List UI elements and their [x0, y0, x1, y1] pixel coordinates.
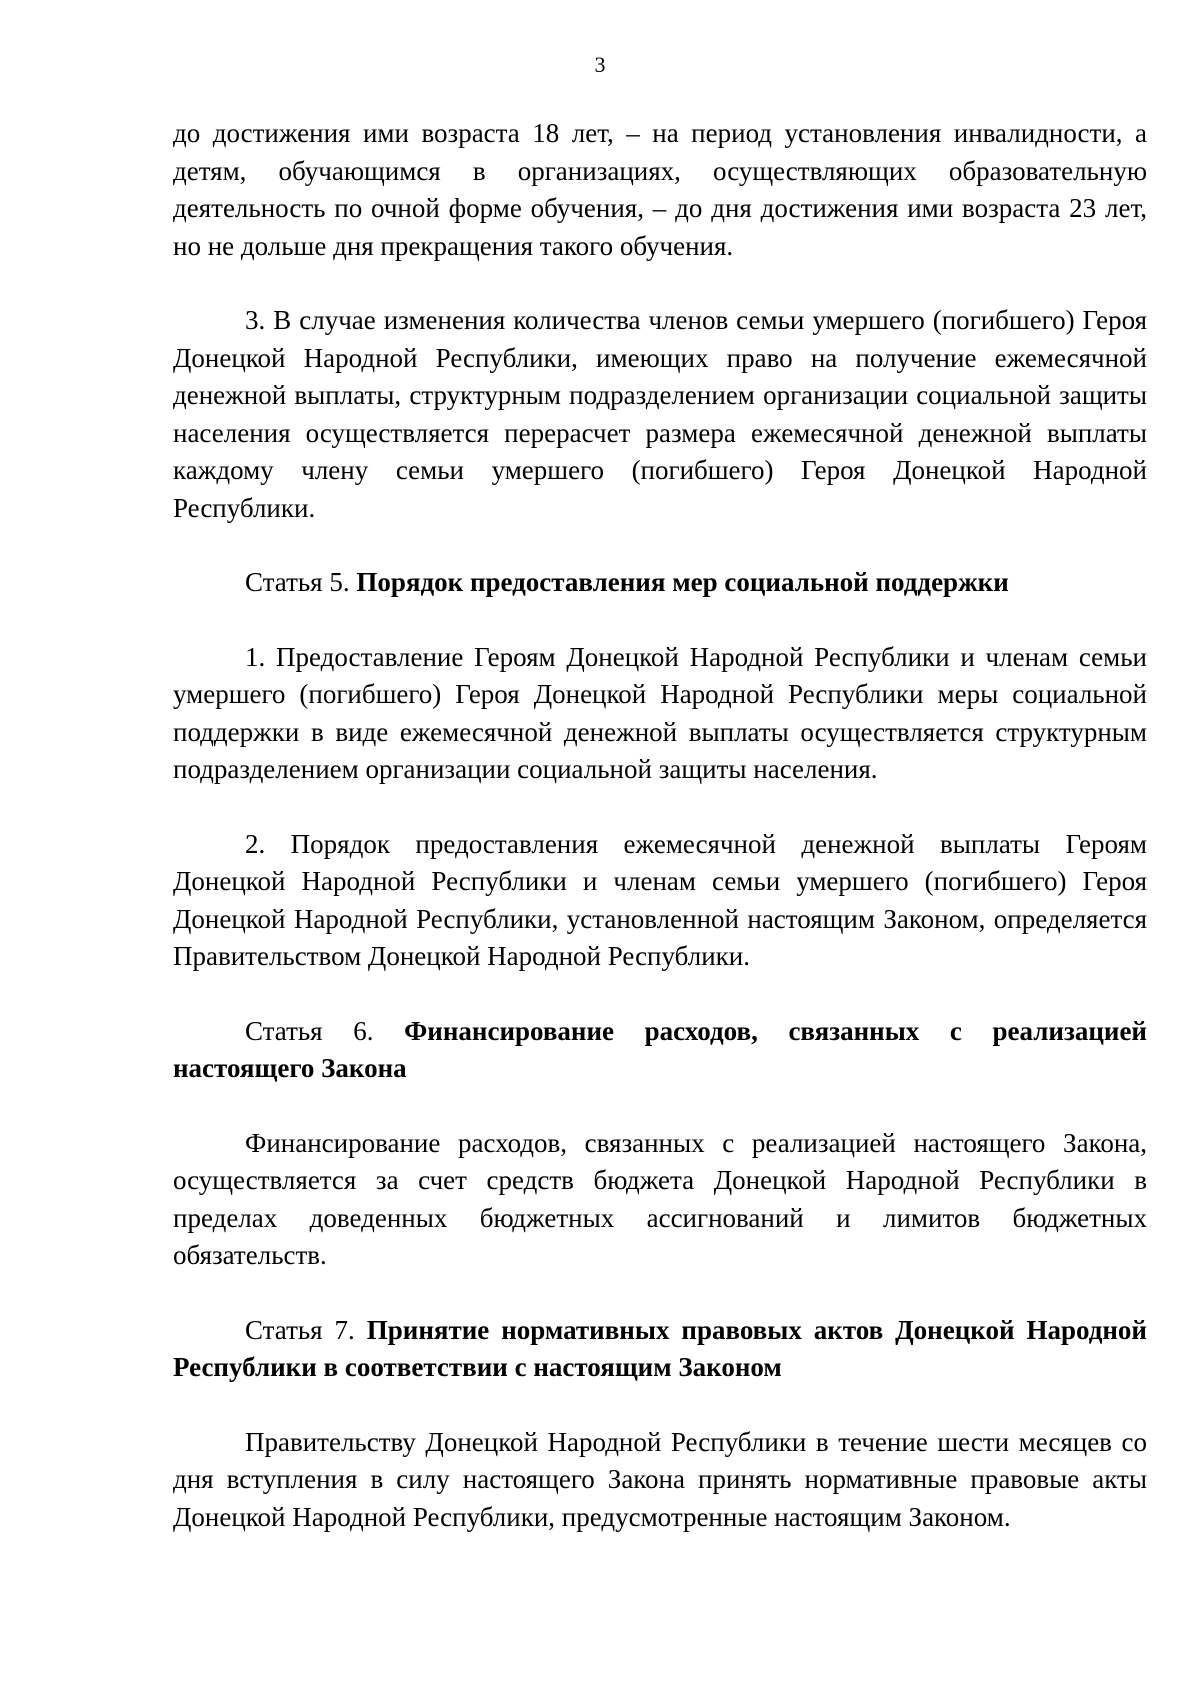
- article-7-title: Принятие нормативных правовых актов Донецкой Народной Республики в соответствии с настоящим Законом: [173, 1314, 1147, 1382]
- article-5-heading: [173, 564, 1147, 602]
- paragraph-article5-item1: 1. Предоставление Героям Донецкой Народной Республики и членам семьи умершего (погибшего) Героя Донецкой Народной Республики меры социальной поддержки в виде ежемесячной денежной выплаты осуществляется структурным подразделением организации социальной защиты населения.: [173, 641, 1147, 784]
- article-7-heading: [173, 1312, 1147, 1387]
- paragraph-article4-item3: 3. В случае изменения количества членов семьи умершего (погибшего) Героя Донецкой Народной Республики, имеющих право на получение ежемесячной денежной выплаты, структурным подразделением организации социальной защиты населения осуществляется перерасчет размера ежемесячной денежной выплаты каждому члену семьи умершего (погибшего) Героя Донецкой Народной Республики.: [173, 305, 1147, 523]
- paragraph-continuation: до достижения ими возраста 18 лет, – на период установления инвалидности, а детям, обучающимся в организациях, осуществляющих образовательную деятельность по очной форме обучения, – до дня достижения ими возраста 23 лет, но не дольше дня прекращения такого обучения.: [173, 118, 1147, 261]
- paragraph-article7-body: Правительству Донецкой Народной Республики в течение шести месяцев со дня вступления в силу настоящего Закона принять нормативные правовые акты Донецкой Народной Республики, предусмотренные настоящим Законом.: [173, 1426, 1147, 1532]
- paragraph-article5-item2: 2. Порядок предоставления ежемесячной денежной выплаты Героям Донецкой Народной Республики и членам семьи умершего (погибшего) Героя Донецкой Народной Республики, установленной настоящим Законом, определяется Правительством Донецкой Народной Республики.: [173, 828, 1147, 971]
- paragraph-article6-body: Финансирование расходов, связанных с реализацией настоящего Закона, осуществляется за счет средств бюджета Донецкой Народной Республики в пределах доведенных бюджетных ассигнований и лимитов бюджетных обязательств.: [173, 1127, 1147, 1270]
- article-6-heading: [173, 1013, 1147, 1088]
- article-5-number: Статья 5.: [245, 567, 357, 597]
- page-number: 3: [594, 52, 606, 77]
- article-6-number: Статья 6.: [245, 1015, 405, 1046]
- article-7-number: Статья 7.: [245, 1314, 367, 1345]
- article-5-title: Порядок предоставления мер социальной поддержки: [356, 567, 1009, 597]
- document-body: [173, 115, 1147, 1536]
- article-6-title: Финансирование расходов, связанных с реализацией настоящего Закона: [173, 1015, 1147, 1083]
